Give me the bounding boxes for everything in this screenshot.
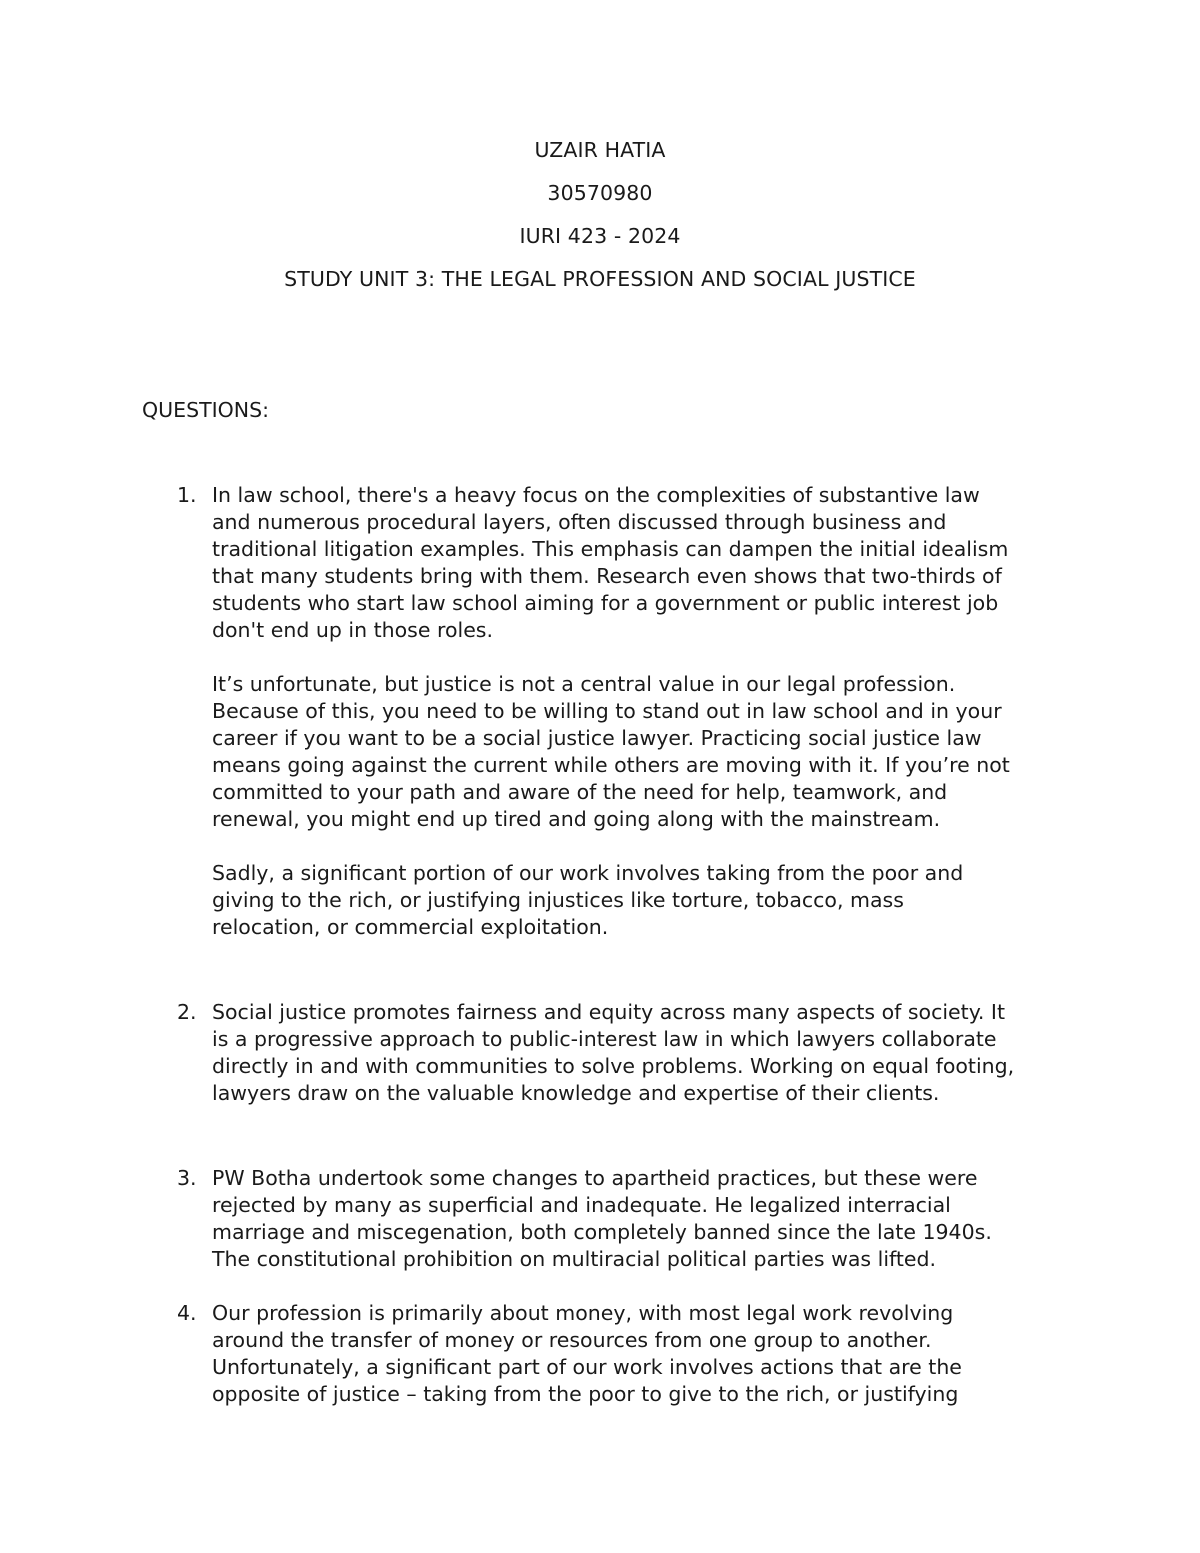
study-unit-title: STUDY UNIT 3: THE LEGAL PROFESSION AND SOCIAL JUSTICE — [284, 267, 916, 291]
questions-list — [142, 482, 1062, 1408]
answer-paragraph: It’s unfortunate, but justice is not a central value in our legal profession. Because of this, you need to be willing to stand out in law school and in your career if you want to be a social justice lawyer. Practicing social justice law means going against the current while others are moving with it. If you’re not committed to your path and aware of the need for help, teamwork, and renewal, you might end up tired and going along with the mainstream. — [212, 672, 1010, 831]
student-number: 30570980 — [547, 181, 653, 205]
question-number: 4. — [177, 1301, 197, 1325]
answer-paragraph: Our profession is primarily about money, with most legal work revolving around the transfer of money or resources from one group to another. Unfortunately, a significant part of our work involves actions that are the opposite of justice – taking from the poor to give to the rich, or justifying — [212, 1301, 962, 1406]
question-item — [142, 999, 1062, 1107]
answer-paragraph: PW Botha undertook some changes to apartheid practices, but these were rejected by many as superficial and inadequate. He legalized interracial marriage and miscegenation, both completely banned since the late 1940s. The constitutional prohibition on multiracial political parties was lifted. — [212, 1166, 992, 1271]
question-item — [142, 1165, 1062, 1273]
student-name: UZAIR HATIA — [534, 138, 666, 162]
course-code: IURI 423 - 2024 — [519, 224, 681, 248]
questions-heading: QUESTIONS: — [142, 398, 270, 422]
question-number: 2. — [177, 1000, 197, 1024]
answer-paragraph: Social justice promotes fairness and equity across many aspects of society. It is a progressive approach to public-interest law in which lawyers collaborate directly in and with communities to solve problems. Working on equal footing, lawyers draw on the valuable knowledge and expertise of their clients. — [212, 1000, 1015, 1105]
question-item — [142, 1300, 1062, 1408]
question-number: 1. — [177, 483, 197, 507]
question-number: 3. — [177, 1166, 197, 1190]
answer-paragraph: In law school, there's a heavy focus on the complexities of substantive law and numerous procedural layers, often discussed through business and traditional litigation examples. This emphasis can dampen the initial idealism that many students bring with them. Research even shows that two-thirds of students who start law school aiming for a government or public interest job don't end up in those roles. — [212, 483, 1009, 642]
document-header — [0, 136, 1200, 308]
answer-paragraph: Sadly, a significant portion of our work involves taking from the poor and giving to the rich, or justifying injustices like torture, tobacco, mass relocation, or commercial exploitation. — [212, 861, 964, 939]
question-item — [142, 482, 1062, 941]
